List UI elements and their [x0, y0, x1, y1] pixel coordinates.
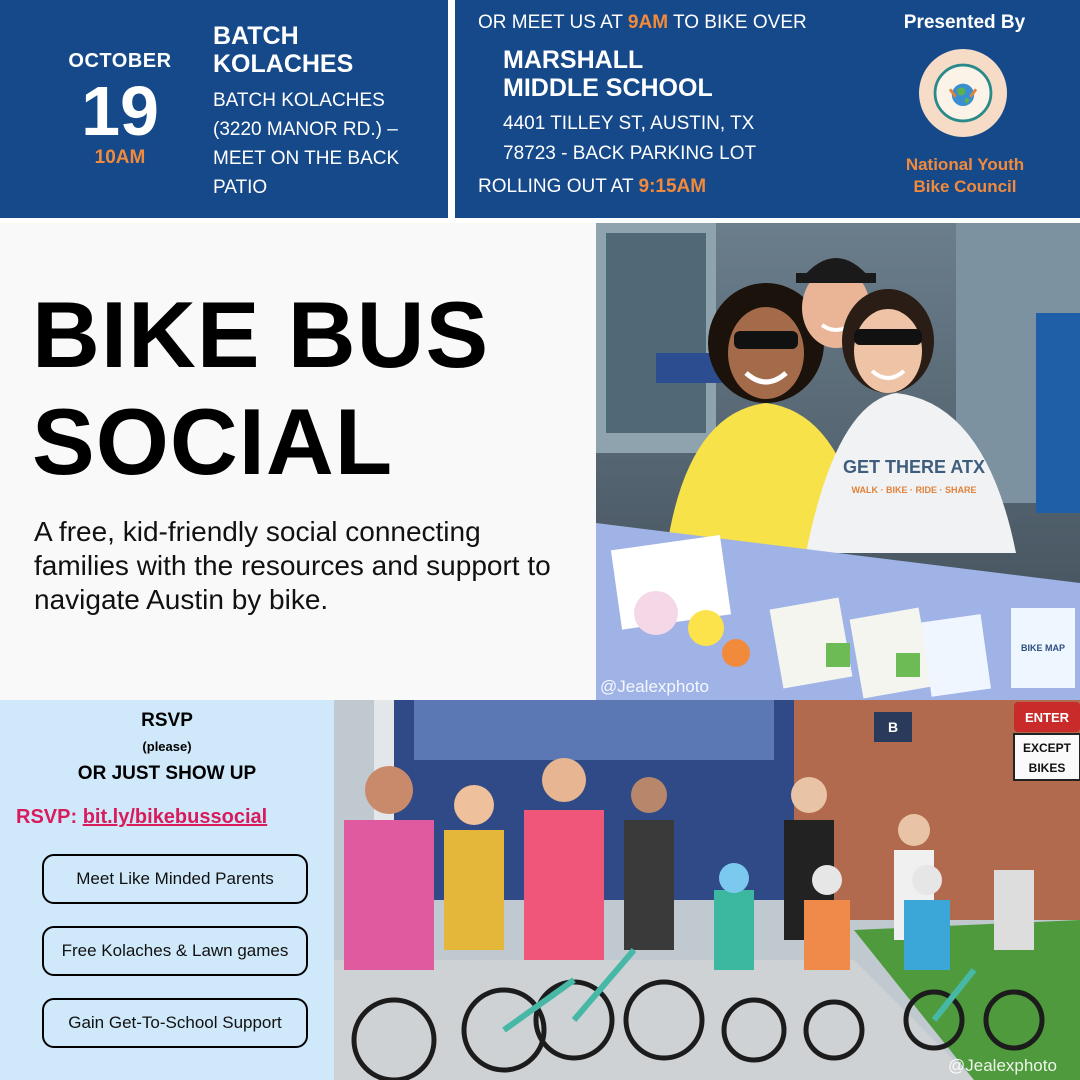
volunteers-photo-illustration [596, 223, 1080, 700]
header-divider [448, 0, 455, 222]
bike-map-label: BIKE MAP [1020, 643, 1066, 653]
photo1-credit: @Jealexphoto [600, 677, 709, 696]
pill-meet-parents: Meet Like Minded Parents [42, 854, 308, 904]
event-time: 10AM [94, 147, 146, 168]
hero-section [0, 223, 596, 700]
hero-title: BIKE BUS SOCIAL [32, 282, 490, 494]
location1-description: BATCH KOLACHES (3220 MANOR RD.) – MEET ON THE BACK PATIO [213, 90, 400, 198]
date-block [60, 50, 180, 169]
shirt-text: GET THERE ATX [842, 457, 986, 477]
bike-group-photo-illustration [334, 700, 1080, 1080]
hero-description: A free, kid-friendly social connecting families with the resources and support to navigate Austin by bike. [34, 516, 551, 615]
event-header [0, 0, 1080, 222]
rsvp-show-up: OR JUST SHOW UP [77, 763, 257, 784]
location2-address: 4401 TILLEY ST, AUSTIN, TX 78723 - BACK PARKING LOT [503, 113, 757, 164]
photo-volunteers-table [596, 223, 1080, 700]
event-day: 19 [81, 72, 159, 150]
pill-free-kolaches: Free Kolaches & Lawn games [42, 926, 308, 976]
photo2-credit: @Jealexphoto [948, 1056, 1057, 1075]
rsvp-panel [0, 700, 334, 1080]
photo-bike-group [334, 700, 1080, 1080]
presented-by-label: Presented By [903, 12, 1026, 33]
pill-school-support: Gain Get-To-School Support [42, 998, 308, 1048]
sign-bikes: BIKES [1028, 761, 1066, 775]
sign-enter: ENTER [1024, 710, 1070, 725]
globe-logo-icon [919, 52, 1007, 134]
parents-climate-community-logo [919, 49, 1007, 137]
rsvp-title: RSVP [141, 710, 193, 731]
rsvp-link-row: RSVP: bit.ly/bikebussocial [16, 806, 268, 828]
sign-b: B [887, 719, 899, 735]
rsvp-link-label: RSVP [16, 806, 71, 828]
location-marshall [503, 46, 873, 169]
location2-title: MARSHALL MIDDLE SCHOOL [503, 46, 713, 102]
shirt-subtext: WALK · BIKE · RIDE · SHARE [851, 485, 977, 495]
meet-instruction: OR MEET US AT 9AM TO BIKE OVER [478, 12, 807, 33]
location-batch-kolaches [213, 22, 438, 202]
rsvp-link[interactable]: bit.ly/bikebussocial [82, 806, 268, 828]
location1-title: BATCH KOLACHES [213, 22, 354, 78]
sign-except: EXCEPT [1022, 741, 1072, 755]
rsvp-please: (please) [142, 739, 192, 754]
event-month: OCTOBER [68, 50, 172, 72]
national-youth-bike-council: National Youth Bike Council [905, 155, 1025, 196]
rolling-out-time: ROLLING OUT AT 9:15AM [478, 176, 707, 197]
